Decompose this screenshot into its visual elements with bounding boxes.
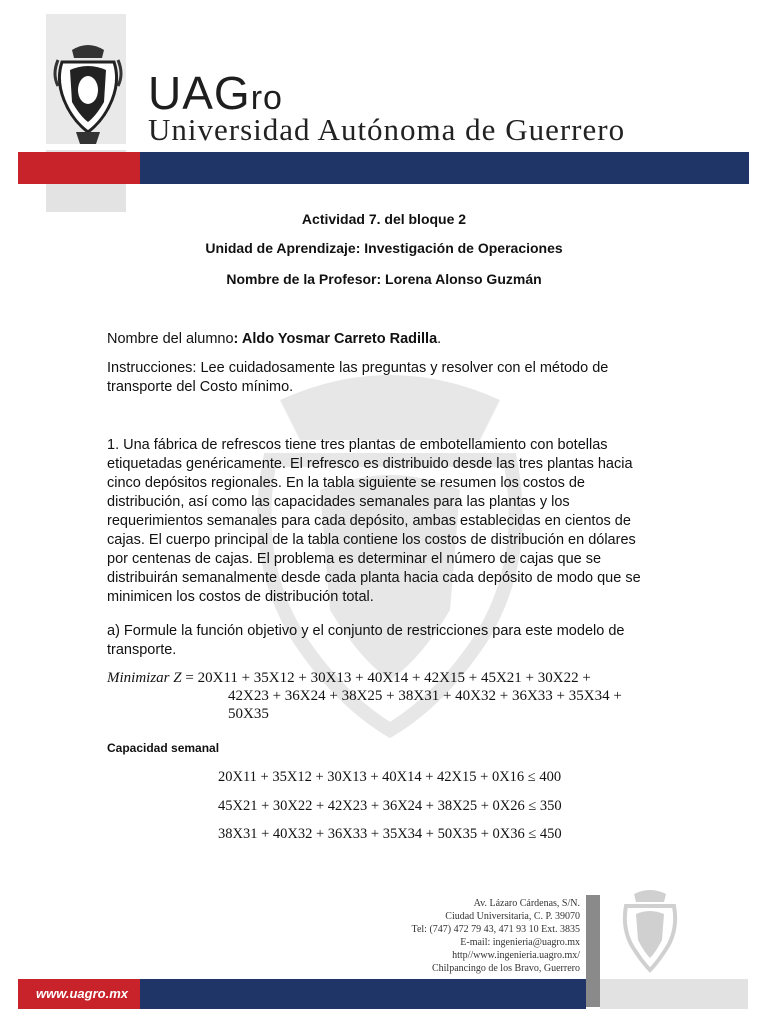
question-a: a) Formule la función objetivo y el conjunto de restricciones para este modelo de transporte. [107,623,625,658]
footer-gray-bar [600,979,748,1009]
student-label: Nombre del alumno [107,331,234,347]
problem-statement: 1. Una fábrica de refrescos tiene tres plantas de embotellamiento con botellas etiquetadas genéricamente. El refresco es distribuido desde las tres plantas hacia cinco depósitos regionales. En la tabla siguiente se resumen los costos de distribución, así como las capacidades semanales para las plantas y los requerimientos semanales para cada depósito, ambas establecidas en cientos de cajas. El cuerpo principal de la tabla contiene los costos de distribución en dólares por centenas de cajas. El problema es determinar el número de cajas que se distribuirán semanalmente desde cada planta hacia cada depósito de modo que se minimicen los costos de distribución total. [107,437,641,605]
footer-divider [586,895,600,1007]
footer-crest-logo [620,888,680,978]
footer-website-link[interactable]: www.uagro.mx [36,986,128,1001]
activity-title: Actividad 7. del bloque 2 [301,211,467,227]
constraint-plant-3: 38X31 + 40X32 + 36X33 + 35X34 + 50X35 + 0X36 ≤ 450 [218,826,562,842]
learning-unit-title: Unidad de Aprendizaje: Investigación de Operaciones [205,240,563,256]
footer-address: Av. Lázaro Cárdenas, S/N. Ciudad Universitaria, C. P. 39070 Tel: (747) 472 79 43, 471 93 10 Ext. 3835 E-mail: ingenieria@uagro.mx http//www.ingenieria.uagro.mx/ Chilpancingo de los Bravo, Guerrero [411,898,580,974]
objective-line-1: Minimizar Z = 20X11 + 35X12 + 30X13 + 40X14 + 42X15 + 45X21 + 30X22 + [107,670,591,686]
constraint-plant-2: 45X21 + 30X22 + 42X23 + 36X24 + 38X25 + 0X26 ≤ 350 [218,798,562,814]
student-name: Aldo Yosmar Carreto Radilla [241,331,438,347]
objective-line-2: 42X23 + 36X24 + 38X25 + 38X31 + 40X32 + 36X33 + 35X34 + [228,688,622,704]
instructions-text: Instrucciones: Lee cuidadosamente las preguntas y resolver con el método de transporte del Costo mínimo. [107,360,609,395]
objective-line-3: 50X35 [228,706,269,722]
student-line: Nombre del alumno: Aldo Yosmar Carreto Radilla. [107,331,442,347]
brand-short-name: UAGro [148,67,283,119]
university-crest-logo [52,40,124,150]
header-blue-bar [140,152,749,184]
capacity-title: Capacidad semanal [107,741,220,755]
constraint-plant-1: 20X11 + 35X12 + 30X13 + 40X14 + 42X15 + 0X16 ≤ 400 [218,769,562,785]
professor-name: Nombre de la Profesor: Lorena Alonso Guzmán [226,271,542,287]
brand-long-name: Universidad Autónoma de Guerrero [148,112,626,147]
footer-blue-bar [140,979,586,1009]
header-red-bar [18,152,140,184]
